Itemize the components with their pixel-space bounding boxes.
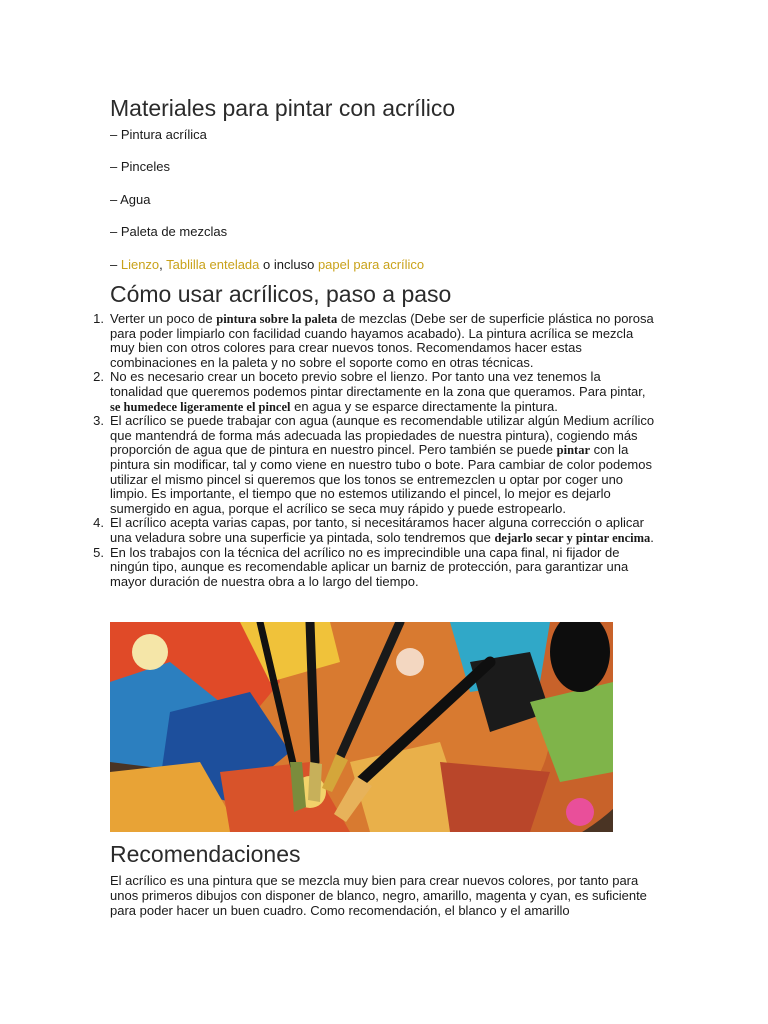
step-number: 4. xyxy=(93,515,104,531)
step-text: No es necesario crear un boceto previo sobre el lienzo. Por tanto una vez tenemos la tonalidad que queremos podemos pintar directamente en la zona que queramos. Para pintar, xyxy=(110,369,646,399)
step-text: . xyxy=(650,529,654,545)
recommendations-heading: Recomendaciones xyxy=(110,841,301,867)
steps-list xyxy=(93,311,655,589)
step-item xyxy=(93,544,655,590)
papel-acrilico-link[interactable]: papel para acrílico xyxy=(317,256,425,272)
step-text: en agua y se esparce directamente la pintura. xyxy=(290,398,558,414)
materials-item: – Pintura acrílica xyxy=(110,127,207,142)
steps-heading: Cómo usar acrílicos, paso a paso xyxy=(110,281,452,307)
step-number: 5. xyxy=(93,544,104,560)
step-emphasis: pintar xyxy=(556,443,590,458)
materials-heading: Materiales para pintar con acrílico xyxy=(110,95,456,121)
step-text: En los trabajos con la técnica del acrílico no es imprecindible una capa final, ni fijador de ningún tipo, aunque es recomendable aplicar un barniz de protección, para garantizar una mayor duración de nuestra obra a lo largo del tiempo. xyxy=(110,544,629,589)
support-prefix: – xyxy=(110,256,121,272)
step-text: con la pintura sin modificar, tal y como viene en nuestro tubo o bote. Para cambiar de color podemos utilizar el mismo pincel si queremos que los tonos se entremezclen u optar por coger uno limpio. Es importante, el tiempo que no estemos utilizando el pincel, lo mejor es dejarlo sumergido en agua, porque el acrílico se seca muy rápido y puede estropearlo. xyxy=(110,442,652,516)
step-item xyxy=(93,311,655,370)
materials-item: – Pinceles xyxy=(110,159,170,175)
step-number: 1. xyxy=(93,311,104,326)
support-middle: o incluso xyxy=(259,256,318,272)
palette-brushes-illustration xyxy=(110,622,613,832)
step-item xyxy=(93,413,655,516)
lienzo-link[interactable]: Lienzo xyxy=(120,256,160,272)
materials-item: – Agua xyxy=(110,191,151,207)
palette-brushes-image xyxy=(110,622,613,832)
step-text: Verter un poco de xyxy=(110,311,217,326)
step-emphasis: dejarlo secar y pintar encima xyxy=(494,530,651,545)
step-number: 2. xyxy=(93,369,104,385)
recommendations-text: El acrílico es una pintura que se mezcla muy bien para crear nuevos colores, por tanto para unos primeros dibujos con disponer de blanco, negro, amarillo, magenta y cyan, es suficiente para poder hacer un buen cuadro. Como recomendación, el blanco y el amarillo xyxy=(110,873,647,918)
step-emphasis: pintura sobre la paleta xyxy=(216,312,338,326)
step-item xyxy=(93,515,655,545)
step-text: El acrílico se puede trabajar con agua (aunque es recomendable utilizar algún Medium acrílico que mantendrá de forma más adecuada las propiedades de nuestra pintura), cogiendo más proporción de agua que de pintura en nuestro pincel. Pero también se puede xyxy=(110,413,655,458)
materials-item: – Paleta de mezclas xyxy=(110,224,228,240)
step-emphasis: se humedece ligeramente el pincel xyxy=(110,399,291,414)
tablilla-entelada-link[interactable]: Tablilla entelada xyxy=(166,256,260,272)
step-number: 3. xyxy=(93,413,104,429)
step-text: de mezclas (Debe ser de superficie plástica no porosa para poder limpiarlo con facilidad cuando hayamos acabado). La pintura acrílica se mezcla muy bien con otros colores para crear nuevos tonos. Recomendamos hacer estas combinaciones en la paleta y no sobre el soporte como en otras técnicas. xyxy=(110,311,654,370)
support-separator: , xyxy=(159,256,167,272)
step-text: El acrílico acepta varias capas, por tanto, si necesitáramos hacer alguna corrección o aplicar una veladura sobre una superficie ya pintada, solo tendremos que xyxy=(110,515,644,545)
step-item xyxy=(93,369,655,414)
materials-list xyxy=(110,127,424,289)
